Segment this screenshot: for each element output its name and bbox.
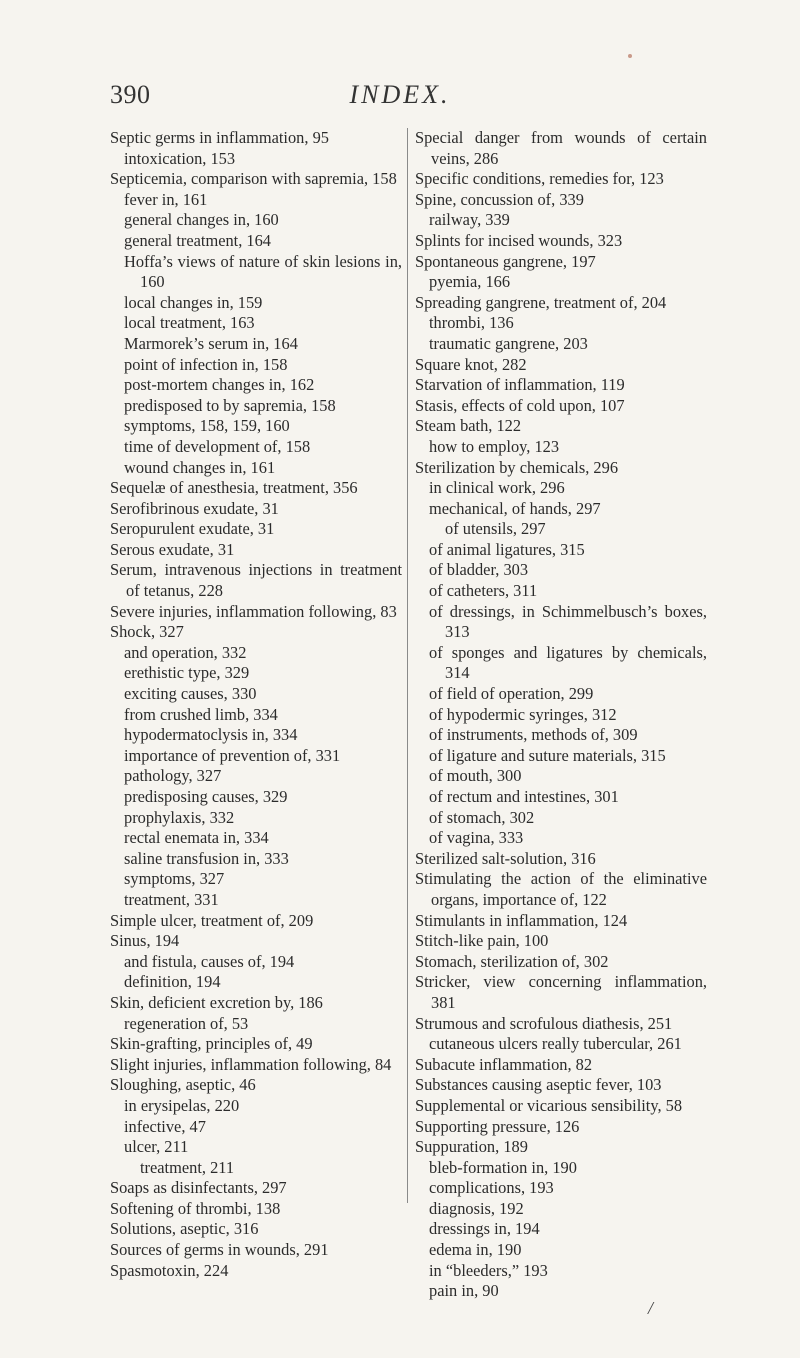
index-entry: of bladder, 303	[429, 560, 529, 580]
index-entry: traumatic gangrene, 203	[429, 333, 588, 353]
index-entry: Specific conditions, remedies for, 123	[415, 169, 664, 189]
index-entry: predisposing causes, 329	[124, 787, 288, 806]
index-entry: exciting causes, 330	[124, 684, 257, 704]
index-entry: Stricker, view concerning inflammation, 381	[415, 972, 707, 1012]
index-entry: diagnosis, 192	[429, 1198, 524, 1218]
index-entry: of vagina, 333	[429, 828, 524, 848]
index-entry: pain in, 90	[429, 1281, 499, 1301]
index-entry: complications, 193	[429, 1178, 554, 1198]
index-entry: infective, 47	[124, 1116, 206, 1136]
index-entry: Stitch-like pain, 100	[415, 931, 549, 951]
index-entry: Severe injuries, inflammation following, 83	[110, 601, 397, 621]
index-entry: of sponges and ligatures by chemicals, 314	[429, 642, 707, 683]
index-entry: of dressings, in Schimmelbusch’s boxes, 313	[429, 601, 707, 642]
index-entry: from crushed limb, 334	[124, 704, 278, 724]
index-entry: and operation, 332	[124, 642, 247, 662]
index-entry: Splints for incised wounds, 323	[415, 230, 623, 250]
footer-mark: /	[648, 1298, 654, 1318]
index-entry: Shock, 327	[110, 622, 184, 642]
index-entry: Suppuration, 189	[415, 1137, 528, 1157]
index-entry: Sterilization by chemicals, 296	[415, 457, 619, 477]
index-entry: Stimulants in inflammation, 124	[415, 910, 628, 930]
index-entry: Spasmotoxin, 224	[110, 1260, 229, 1280]
index-entry: treatment, 331	[124, 889, 219, 909]
index-entry: edema in, 190	[429, 1240, 522, 1260]
index-entry: symptoms, 158, 159, 160	[124, 416, 290, 436]
index-entry: of field of operation, 299	[429, 684, 594, 704]
index-entry: wound changes in, 161	[124, 457, 276, 477]
index-entry: Supplemental or vicarious sensibility, 58	[415, 1095, 683, 1115]
index-entry: ulcer, 211	[124, 1137, 189, 1157]
paper-speck	[628, 54, 632, 58]
index-entry: pathology, 327	[124, 766, 222, 786]
index-entry: Softening of thrombi, 138	[110, 1198, 281, 1218]
index-entry: general changes in, 160	[124, 210, 279, 230]
index-entry: Septic germs in inflammation, 95	[110, 128, 329, 147]
index-entry: Marmorek’s serum in, 164	[124, 333, 298, 353]
index-entry: prophylaxis, 332	[124, 807, 235, 827]
index-entry: Spontaneous gangrene, 197	[415, 251, 596, 271]
index-entry: pyemia, 166	[429, 272, 511, 292]
index-entry: regeneration of, 53	[124, 1013, 249, 1033]
index-entry: importance of prevention of, 331	[124, 745, 341, 765]
running-head: INDEX.	[349, 80, 451, 109]
index-entry: Steam bath, 122	[415, 416, 522, 436]
index-entry: erethistic type, 329	[124, 663, 250, 683]
index-entry: Starvation of inflammation, 119	[415, 375, 625, 395]
index-entry: Substances causing aseptic fever, 103	[415, 1075, 662, 1095]
index-entry: and fistula, causes of, 194	[124, 951, 295, 971]
index-entry: rectal enemata in, 334	[124, 828, 269, 848]
left-column	[110, 128, 402, 1281]
index-entry: Sterilized salt-solution, 316	[415, 848, 596, 868]
index-entry: thrombi, 136	[429, 313, 514, 333]
index-entry: point of infection in, 158	[124, 354, 288, 374]
index-entry: Supporting pressure, 126	[415, 1116, 580, 1136]
index-entry: in “bleeders,” 193	[429, 1260, 548, 1280]
index-entry: Sloughing, aseptic, 46	[110, 1075, 256, 1095]
index-entry: of ligature and suture materials, 315	[429, 745, 666, 765]
index-entry: Stasis, effects of cold upon, 107	[415, 395, 625, 415]
index-entry: mechanical, of hands, 297	[429, 498, 601, 518]
index-entry: local treatment, 163	[124, 313, 255, 333]
index-entry: Serum, intravenous injections in treatment of tetanus, 228	[110, 560, 402, 601]
index-columns	[110, 128, 710, 1301]
index-entry: symptoms, 327	[124, 869, 225, 889]
index-entry: of hypodermic syringes, 312	[429, 704, 617, 724]
index-entry: of animal ligatures, 315	[429, 539, 585, 559]
index-entry: definition, 194	[124, 972, 221, 992]
column-divider	[407, 128, 408, 1203]
index-entry: Hoffa’s views of nature of skin lesions in, 160	[124, 251, 402, 292]
index-entry: Sequelæ of anesthesia, treatment, 356	[110, 478, 358, 498]
index-entry: Stomach, sterilization of, 302	[415, 951, 609, 971]
index-entry: saline transfusion in, 333	[124, 848, 289, 868]
index-entry: fever in, 161	[124, 189, 208, 209]
index-entry: Serous exudate, 31	[110, 539, 235, 559]
index-entry: hypodermatoclysis in, 334	[124, 725, 298, 745]
index-entry: of rectum and intestines, 301	[429, 787, 619, 806]
index-entry: time of development of, 158	[124, 436, 311, 456]
page-number: 390	[110, 80, 151, 109]
index-entry: Subacute inflammation, 82	[415, 1054, 593, 1074]
index-entry: post-mortem changes in, 162	[124, 375, 315, 395]
index-entry: Spreading gangrene, treatment of, 204	[415, 292, 667, 312]
index-entry: cutaneous ulcers really tubercular, 261	[429, 1034, 682, 1054]
index-entry: of utensils, 297	[445, 519, 546, 539]
index-entry: Serofibrinous exudate, 31	[110, 498, 279, 518]
index-entry: dressings in, 194	[429, 1219, 540, 1239]
index-entry: Sinus, 194	[110, 931, 180, 951]
index-entry: intoxication, 153	[124, 148, 236, 168]
index-entry: Stimulating the action of the eliminative organs, importance of, 122	[415, 869, 707, 909]
index-entry: of mouth, 300	[429, 766, 522, 786]
index-entry: Solutions, aseptic, 316	[110, 1219, 259, 1239]
index-entry: Soaps as disinfectants, 297	[110, 1178, 287, 1198]
index-entry: Special danger from wounds of certain veins, 286	[415, 128, 707, 168]
index-entry: treatment, 211	[140, 1157, 235, 1177]
index-entry: of instruments, methods of, 309	[429, 725, 638, 745]
right-column	[415, 128, 707, 1302]
index-entry: bleb-formation in, 190	[429, 1157, 577, 1177]
index-entry: predisposed to by sapremia, 158	[124, 395, 336, 415]
index-entry: Septicemia, comparison with sapremia, 158	[110, 169, 397, 189]
index-entry: Slight injuries, inflammation following, 84	[110, 1054, 392, 1074]
index-entry: railway, 339	[429, 210, 510, 230]
index-entry: Simple ulcer, treatment of, 209	[110, 910, 314, 930]
index-entry: of catheters, 311	[429, 581, 538, 601]
index-entry: general treatment, 164	[124, 230, 271, 250]
index-entry: in erysipelas, 220	[124, 1095, 240, 1115]
index-entry: of stomach, 302	[429, 807, 535, 827]
index-entry: Seropurulent exudate, 31	[110, 519, 275, 539]
index-entry: Strumous and scrofulous diathesis, 251	[415, 1013, 673, 1033]
index-entry: in clinical work, 296	[429, 478, 565, 498]
index-entry: how to employ, 123	[429, 436, 560, 456]
index-entry: Skin, deficient excretion by, 186	[110, 992, 323, 1012]
index-entry: local changes in, 159	[124, 292, 263, 312]
index-entry: Square knot, 282	[415, 354, 527, 374]
index-entry: Skin-grafting, principles of, 49	[110, 1034, 313, 1054]
index-entry: Sources of germs in wounds, 291	[110, 1240, 329, 1260]
index-entry: Spine, concussion of, 339	[415, 189, 584, 209]
